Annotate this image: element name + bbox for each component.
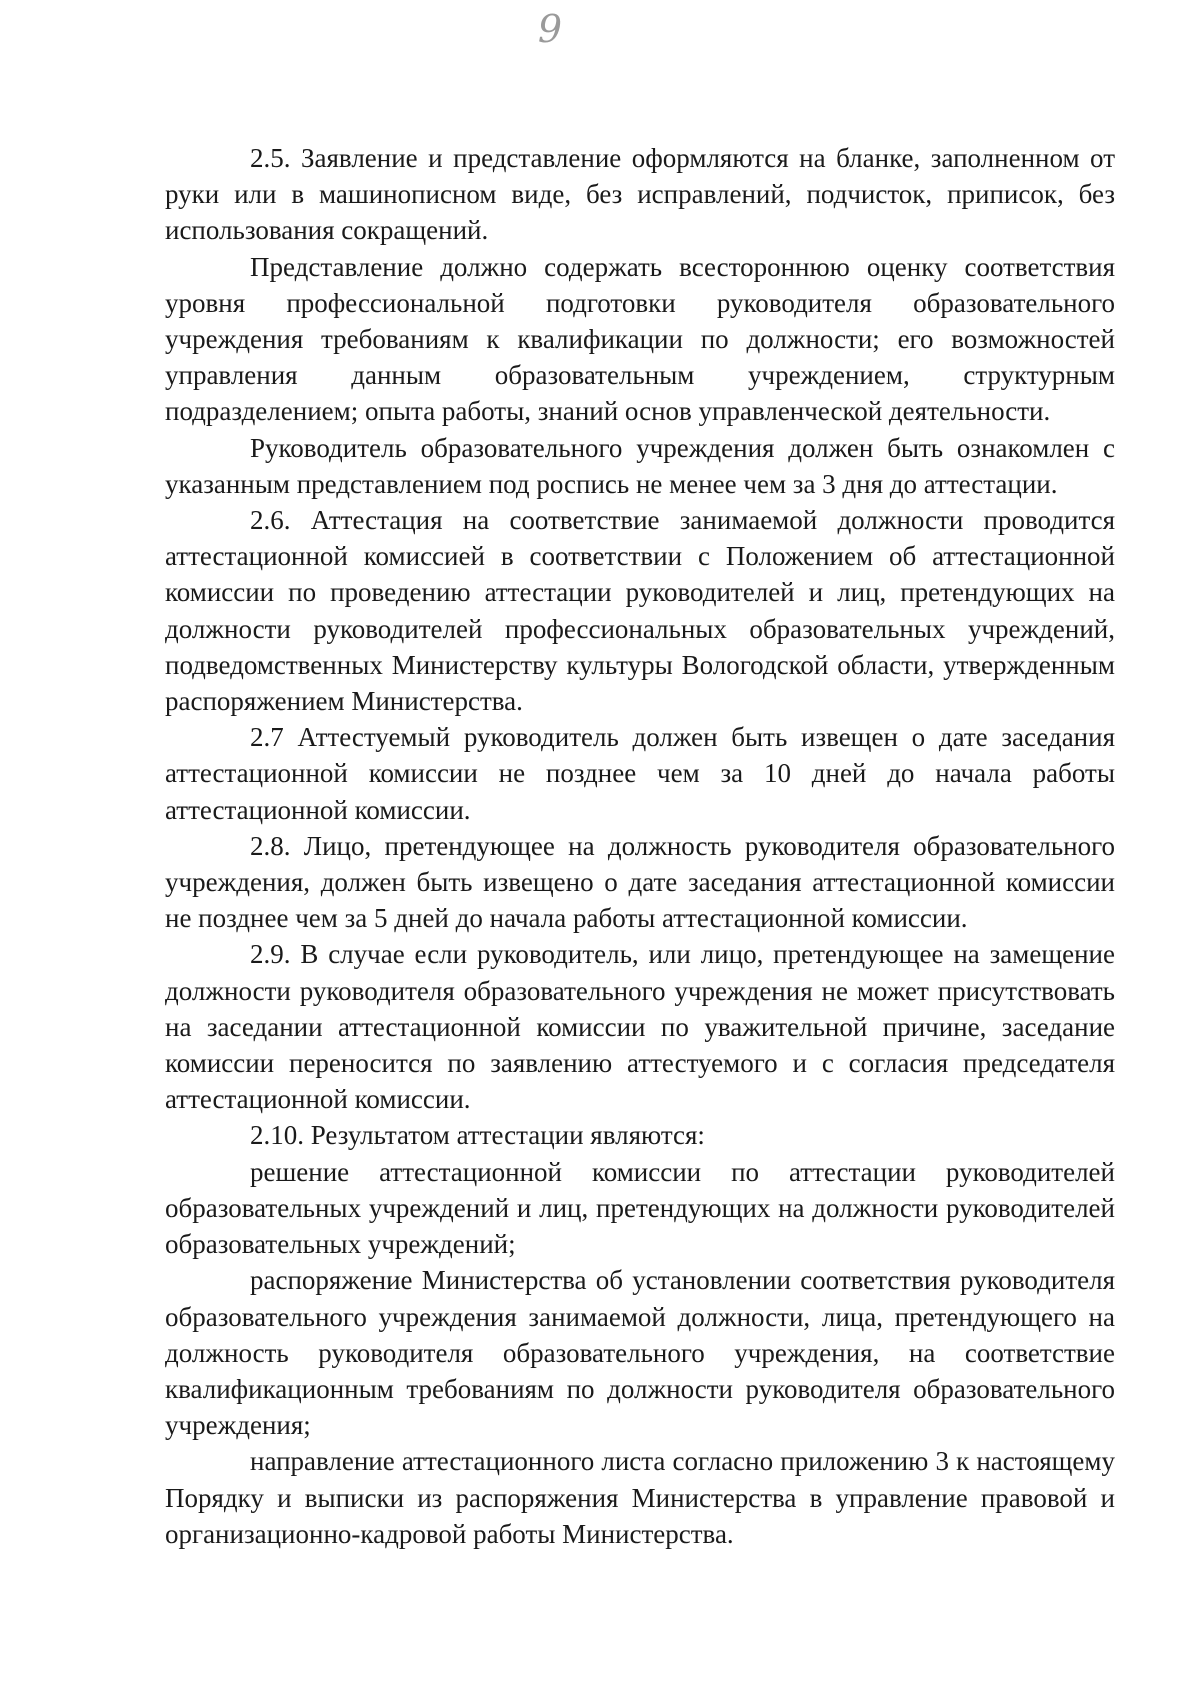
paragraph-2-6: 2.6. Аттестация на соответствие занимаемой должности проводится аттестационной комиссией в соответствии с Положением об аттестационной комиссии по проведению аттестации руководителей и лиц, претендующих на должности руководителей профессиональных образовательных учреждений, подведомственных Министерству культуры Вологодской области, утвержденным распоряжением Министерства. bbox=[165, 505, 1115, 717]
paragraph-acquaintance: Руководитель образовательного учреждения должен быть ознакомлен с указанным представлением под роспись не менее чем за 3 дня до аттестации. bbox=[165, 432, 1115, 499]
document-body bbox=[165, 140, 1115, 1552]
paragraph-2-7: 2.7 Аттестуемый руководитель должен быть извещен о дате заседания аттестационной комиссии не позднее чем за 10 дней до начала работы аттестационной комиссии. bbox=[165, 722, 1115, 825]
list-item-ministry-order: распоряжение Министерства об установлении соответствия руководителя образовательного учреждения занимаемой должности, лица, претендующего на должность руководителя образовательного учреждения, на соответствие квалификационным требованиям по должности руководителя образовательного учреждения; bbox=[165, 1265, 1115, 1441]
page-number: 9 bbox=[537, 7, 563, 51]
paragraph-representation-content: Представление должно содержать всестороннюю оценку соответствия уровня профессиональной подготовки руководителя образовательного учреждения требованиям к квалификации по должности; его возможностей управления данным образовательным учреждением, структурным подразделением; опыта работы, знаний основ управленческой деятельности. bbox=[165, 251, 1115, 427]
paragraph-2-10: 2.10. Результатом аттестации являются: bbox=[250, 1120, 705, 1151]
paragraph-2-8: 2.8. Лицо, претендующее на должность руководителя образовательного учреждения, должен быть извещено о дате заседания аттестационной комиссии не позднее чем за 5 дней до начала работы аттестационной комиссии. bbox=[165, 830, 1115, 934]
paragraph-2-9: 2.9. В случае если руководитель, или лицо, претендующее на замещение должности руководителя образовательного учреждения не может присутствовать на заседании аттестационной комиссии по уважительной причине, заседание комиссии переносится по заявлению аттестуемого и с согласия председателя аттестационной комиссии. bbox=[165, 939, 1115, 1115]
list-item-attestation-sheet: направление аттестационного листа согласно приложению 3 к настоящему Порядку и выписки из распоряжения Министерства в управление правовой и организационно-кадровой работы Министерства. bbox=[165, 1446, 1115, 1549]
list-item-commission-decision: решение аттестационной комиссии по аттестации руководителей образовательных учреждений и лиц, претендующих на должности руководителей образовательных учреждений; bbox=[165, 1156, 1115, 1260]
paragraph-2-5: 2.5. Заявление и представление оформляются на бланке, заполненном от руки или в машинописном виде, без исправлений, подчисток, приписок, без использования сокращений. bbox=[165, 143, 1115, 246]
